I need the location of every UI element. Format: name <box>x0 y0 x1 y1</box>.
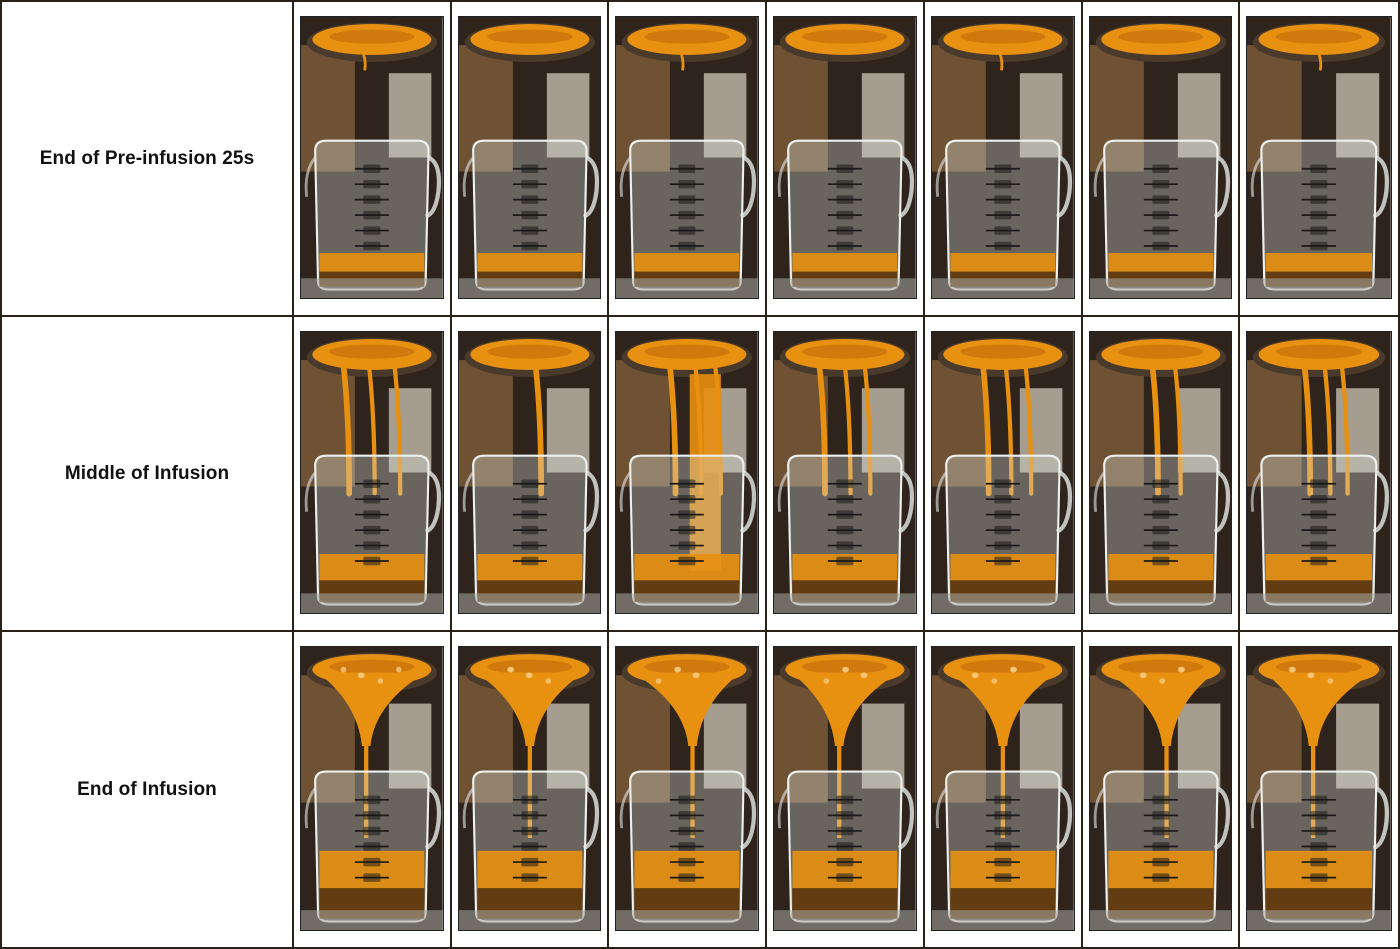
espresso-extraction-photo <box>931 331 1075 614</box>
photo-cell <box>294 2 452 317</box>
row-label: End of Pre-infusion 25s <box>39 147 255 169</box>
espresso-beaker-illustration <box>1090 647 1232 930</box>
espresso-extraction-photo <box>1089 331 1233 614</box>
espresso-beaker-illustration <box>774 647 916 930</box>
espresso-extraction-photo <box>773 331 917 614</box>
espresso-beaker-illustration <box>459 647 601 930</box>
espresso-beaker-illustration <box>301 332 443 613</box>
espresso-extraction-photo <box>773 646 917 931</box>
espresso-extraction-photo <box>931 646 1075 931</box>
photo-cell <box>1083 2 1241 317</box>
espresso-beaker-illustration <box>1090 17 1232 298</box>
espresso-extraction-photo <box>1246 331 1392 614</box>
photo-cell <box>609 317 767 632</box>
row-label-cell <box>2 2 294 317</box>
espresso-extraction-photo <box>458 331 602 614</box>
espresso-beaker-illustration <box>1247 17 1391 298</box>
row-label-cell <box>2 317 294 632</box>
espresso-beaker-illustration <box>774 332 916 613</box>
row-label-cell <box>2 632 294 947</box>
espresso-extraction-photo <box>458 646 602 931</box>
espresso-beaker-illustration <box>301 17 443 298</box>
espresso-extraction-photo <box>300 331 444 614</box>
espresso-beaker-illustration <box>932 647 1074 930</box>
espresso-beaker-illustration <box>932 332 1074 613</box>
espresso-beaker-illustration <box>616 17 758 298</box>
photo-cell <box>925 2 1083 317</box>
espresso-beaker-illustration <box>1247 332 1391 613</box>
espresso-beaker-illustration <box>616 647 758 930</box>
espresso-beaker-illustration <box>459 332 601 613</box>
photo-cell <box>609 2 767 317</box>
photo-cell <box>1240 2 1398 317</box>
espresso-beaker-illustration <box>1090 332 1232 613</box>
photo-cell <box>767 2 925 317</box>
espresso-extraction-photo <box>1246 646 1392 931</box>
photo-cell <box>1083 632 1241 947</box>
espresso-extraction-photo <box>1089 646 1233 931</box>
photo-cell <box>452 2 610 317</box>
espresso-extraction-photo <box>1246 16 1392 299</box>
photo-cell <box>767 317 925 632</box>
photo-cell <box>452 632 610 947</box>
espresso-beaker-illustration <box>616 332 758 613</box>
photo-cell <box>1083 317 1241 632</box>
espresso-extraction-photo <box>1089 16 1233 299</box>
espresso-beaker-illustration <box>459 17 601 298</box>
row-label: Middle of Infusion <box>64 462 230 484</box>
photo-cell <box>294 632 452 947</box>
row-label: End of Infusion <box>77 778 217 800</box>
photo-cell <box>1240 317 1398 632</box>
espresso-extraction-photo <box>300 16 444 299</box>
photo-cell <box>925 317 1083 632</box>
espresso-beaker-illustration <box>774 17 916 298</box>
photo-cell <box>925 632 1083 947</box>
photo-cell <box>294 317 452 632</box>
espresso-extraction-photo <box>615 331 759 614</box>
espresso-extraction-photo <box>458 16 602 299</box>
espresso-beaker-illustration <box>301 647 443 930</box>
espresso-extraction-photo <box>615 646 759 931</box>
espresso-extraction-photo <box>615 16 759 299</box>
espresso-extraction-photo <box>773 16 917 299</box>
espresso-extraction-photo <box>931 16 1075 299</box>
photo-cell <box>609 632 767 947</box>
espresso-beaker-illustration <box>932 17 1074 298</box>
photo-cell <box>767 632 925 947</box>
espresso-extraction-photo <box>300 646 444 931</box>
espresso-beaker-illustration <box>1247 647 1391 930</box>
photo-cell <box>452 317 610 632</box>
photo-cell <box>1240 632 1398 947</box>
